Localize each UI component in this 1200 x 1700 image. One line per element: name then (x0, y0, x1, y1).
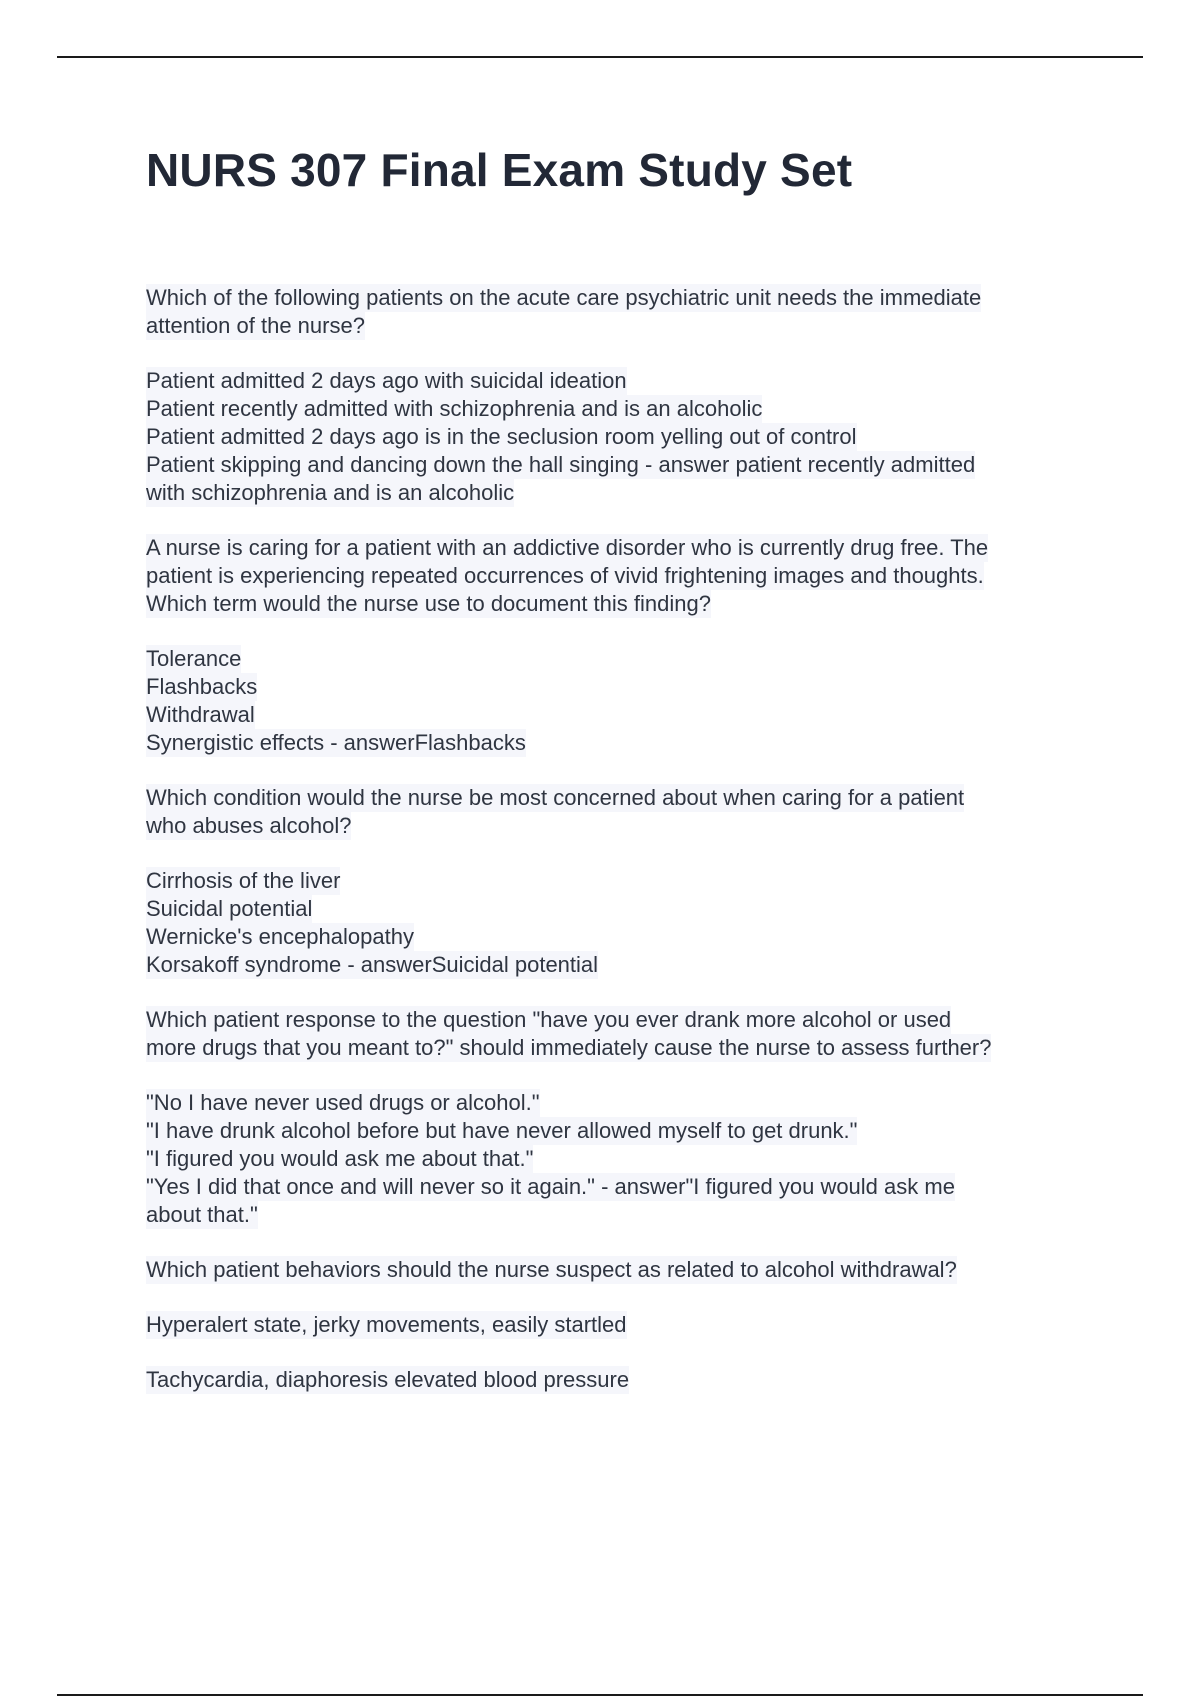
text-line: Cirrhosis of the liver (146, 868, 341, 893)
text-line: Withdrawal (146, 702, 255, 727)
text-line: Hyperalert state, jerky movements, easily startled (146, 1312, 627, 1337)
text-line: about that." (146, 1202, 258, 1227)
text-line: A nurse is caring for a patient with an addictive disorder who is currently drug free. The (146, 535, 989, 560)
text-line: Suicidal potential (146, 896, 313, 921)
option-5a (146, 1311, 1096, 1339)
text-line: Flashbacks (146, 674, 258, 699)
text-line: Tolerance (146, 646, 242, 671)
text-line: Patient admitted 2 days ago is in the seclusion room yelling out of control (146, 424, 857, 449)
text-line: with schizophrenia and is an alcoholic (146, 480, 515, 505)
page-title: NURS 307 Final Exam Study Set (146, 144, 853, 196)
question-2 (146, 534, 1096, 618)
text-line: "No I have never used drugs or alcohol." (146, 1090, 540, 1115)
options-1 (146, 367, 1096, 507)
text-line: more drugs that you meant to?" should immediately cause the nurse to assess further? (146, 1035, 992, 1060)
question-3 (146, 784, 1096, 840)
bottom-rule (57, 1694, 1143, 1696)
text-line: Which condition would the nurse be most concerned about when caring for a patient (146, 785, 965, 810)
text-line: "I figured you would ask me about that." (146, 1146, 534, 1171)
option-5b (146, 1366, 1096, 1394)
question-4 (146, 1006, 1096, 1062)
text-line: Wernicke's encephalopathy (146, 924, 414, 949)
options-3 (146, 867, 1096, 979)
options-2 (146, 645, 1096, 757)
top-rule (57, 56, 1143, 58)
text-line: "Yes I did that once and will never so it again." - answer"I figured you would ask me (146, 1174, 955, 1199)
text-line: who abuses alcohol? (146, 813, 352, 838)
question-1 (146, 284, 1096, 340)
text-line: Patient skipping and dancing down the hall singing - answer patient recently admitted (146, 452, 976, 477)
text-line: Which patient response to the question "have you ever drank more alcohol or used (146, 1007, 952, 1032)
text-line: attention of the nurse? (146, 313, 365, 338)
question-5 (146, 1256, 1096, 1284)
text-line: "I have drunk alcohol before but have never allowed myself to get drunk." (146, 1118, 858, 1143)
text-line: Which patient behaviors should the nurse suspect as related to alcohol withdrawal? (146, 1257, 957, 1282)
text-line: Korsakoff syndrome - answerSuicidal potential (146, 952, 599, 977)
text-line: patient is experiencing repeated occurrences of vivid frightening images and thoughts. (146, 563, 984, 588)
document-body (146, 284, 1096, 1421)
options-4 (146, 1089, 1096, 1229)
text-line: Which term would the nurse use to document this finding? (146, 591, 711, 616)
text-line: Which of the following patients on the acute care psychiatric unit needs the immediate (146, 285, 982, 310)
text-line: Synergistic effects - answerFlashbacks (146, 730, 526, 755)
text-line: Patient admitted 2 days ago with suicidal ideation (146, 368, 627, 393)
text-line: Patient recently admitted with schizophrenia and is an alcoholic (146, 396, 763, 421)
text-line: Tachycardia, diaphoresis elevated blood pressure (146, 1367, 630, 1392)
